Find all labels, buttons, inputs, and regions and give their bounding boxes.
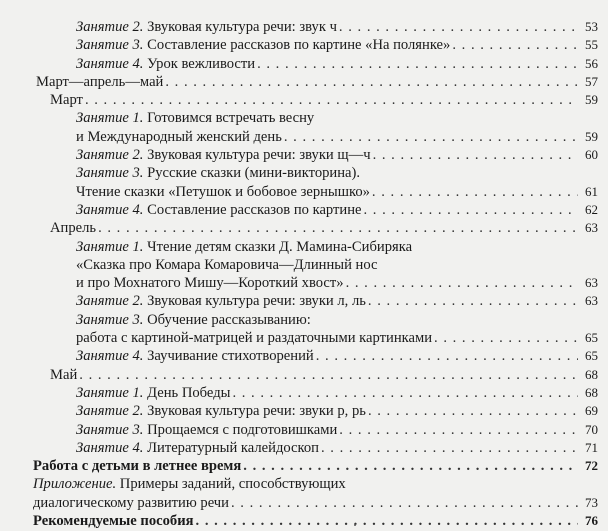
toc-page-number: 60 bbox=[585, 147, 598, 163]
toc-entry bbox=[0, 238, 608, 256]
toc-entry-title bbox=[76, 18, 337, 36]
toc-entry-title bbox=[50, 91, 83, 109]
toc-entry-label: Занятие 4. bbox=[76, 348, 144, 365]
toc-page-number: 69 bbox=[585, 403, 598, 419]
toc-entry-text: Урок вежливости bbox=[143, 55, 256, 72]
toc-page-number: 70 bbox=[585, 421, 598, 437]
toc-entry-label: Приложение. bbox=[33, 476, 117, 493]
dot-leader bbox=[79, 366, 578, 384]
toc-entry-label: Занятие 2. bbox=[76, 293, 144, 310]
toc-entry-title bbox=[76, 146, 371, 164]
toc-entry-title bbox=[36, 73, 163, 91]
toc-entry-title bbox=[76, 384, 230, 402]
toc-entry-label: Занятие 3. bbox=[76, 421, 144, 438]
toc-entry-title bbox=[76, 421, 337, 439]
dot-leader bbox=[368, 292, 578, 310]
toc-entry-text: Обучение рассказыванию: bbox=[143, 311, 311, 328]
toc-entry-title bbox=[33, 512, 194, 530]
toc-entry-title bbox=[76, 329, 432, 347]
dot-leader bbox=[346, 274, 578, 292]
toc-entry-label: Занятие 4. bbox=[76, 201, 144, 218]
toc-entry-title bbox=[76, 55, 255, 73]
toc-entry-text: и про Мохнатого Мишу—Короткий хвост» bbox=[76, 275, 344, 292]
toc-page-number: 59 bbox=[585, 128, 598, 144]
toc-entry-title bbox=[76, 439, 319, 457]
toc-entry bbox=[0, 91, 608, 109]
dot-leader bbox=[339, 18, 578, 36]
toc-entry-title bbox=[76, 128, 282, 146]
toc-entry-text: Заучивание стихотворений bbox=[143, 348, 314, 365]
toc-entry-title bbox=[33, 494, 229, 512]
toc-entry-text: Составление рассказов по картине «На полянке» bbox=[143, 37, 451, 54]
toc-entry-text: Чтение детям сказки Д. Мамина-Сибиряка bbox=[143, 238, 413, 255]
toc-entry-text: Работа с детьми в летнее время bbox=[33, 458, 242, 475]
toc-entry-title bbox=[33, 475, 346, 493]
toc-entry bbox=[0, 55, 608, 73]
dot-leader bbox=[434, 329, 578, 347]
toc-entry-title bbox=[76, 36, 450, 54]
toc-entry bbox=[0, 128, 608, 146]
toc-entry-title bbox=[76, 201, 362, 219]
dot-leader bbox=[165, 73, 578, 91]
toc-entry-text: Готовимся встречать весну bbox=[143, 110, 315, 127]
toc-entry-text: Звуковая культура речи: звуки р, рь bbox=[143, 403, 366, 420]
dot-leader bbox=[284, 128, 578, 146]
toc-entry-text: Чтение сказки «Петушок и бобовое зернышко» bbox=[76, 183, 370, 200]
dot-leader bbox=[339, 421, 578, 439]
toc-entry-label: Занятие 1. bbox=[76, 238, 144, 255]
toc-entry-text: Звуковая культура речи: звук ч bbox=[143, 19, 337, 35]
toc-entry bbox=[0, 402, 608, 420]
toc-entry-label: Занятие 4. bbox=[76, 55, 144, 72]
dot-leader bbox=[243, 457, 578, 475]
dot-leader bbox=[85, 91, 578, 109]
dot-leader bbox=[373, 146, 578, 164]
dot-leader bbox=[98, 219, 578, 237]
toc-entry-title bbox=[76, 183, 370, 201]
dot-leader bbox=[372, 183, 578, 201]
toc-entry-title bbox=[50, 219, 96, 237]
toc-entry-title bbox=[76, 164, 360, 182]
dot-leader bbox=[452, 36, 578, 54]
toc-entry-text: и Международный женский день bbox=[76, 128, 282, 145]
toc-entry bbox=[0, 219, 608, 237]
toc-entry-text: Литературный калейдоскоп bbox=[143, 439, 319, 456]
toc-page-number: 53 bbox=[585, 19, 598, 34]
toc-entry bbox=[0, 347, 608, 365]
toc-page-number: 61 bbox=[585, 183, 598, 199]
toc-entry-label: Занятие 1. bbox=[76, 110, 144, 127]
toc-entry-text: День Победы bbox=[143, 384, 231, 401]
toc-page-number: 63 bbox=[585, 220, 598, 236]
toc-entry bbox=[0, 457, 608, 475]
toc-entry bbox=[0, 384, 608, 402]
toc-page-number: 68 bbox=[585, 384, 598, 400]
toc-entry bbox=[0, 256, 608, 274]
toc-page-number: 56 bbox=[585, 55, 598, 71]
toc-page-number: 63 bbox=[585, 293, 598, 309]
toc-entry-text: Составление рассказов по картине bbox=[143, 201, 362, 218]
table-of-contents bbox=[0, 18, 608, 530]
toc-entry bbox=[0, 183, 608, 201]
toc-entry-title bbox=[76, 274, 344, 292]
toc-entry bbox=[0, 494, 608, 512]
toc-entry-title bbox=[76, 292, 366, 310]
dot-leader bbox=[257, 55, 578, 73]
toc-entry bbox=[0, 73, 608, 91]
toc-entry-text: Примеры заданий, способствующих bbox=[116, 476, 346, 493]
dot-leader bbox=[364, 201, 579, 219]
toc-entry-title bbox=[76, 256, 377, 274]
toc-entry-text: Прощаемся с подготовишками bbox=[143, 421, 338, 438]
dot-leader bbox=[368, 402, 578, 420]
toc-page-number: 65 bbox=[585, 330, 598, 346]
toc-entry-text: Рекомендуемые пособия bbox=[33, 513, 194, 530]
toc-page-number: 62 bbox=[585, 201, 598, 217]
toc-entry bbox=[0, 201, 608, 219]
toc-entry bbox=[0, 439, 608, 457]
toc-entry-title bbox=[76, 238, 412, 256]
toc-entry-label: Занятие 3. bbox=[76, 165, 144, 182]
toc-entry-text: Март bbox=[50, 92, 83, 109]
toc-entry-label: Занятие 2. bbox=[76, 147, 144, 164]
toc-entry-text: диалогическому развитию речи bbox=[33, 494, 229, 511]
toc-entry-title bbox=[76, 311, 311, 329]
toc-entry-label: Занятие 2. bbox=[76, 403, 144, 420]
toc-entry bbox=[0, 512, 608, 530]
toc-entry-label: Занятие 4. bbox=[76, 439, 144, 456]
toc-entry-text: «Сказка про Комара Комаровича—Длинный нос bbox=[76, 256, 378, 273]
toc-entry bbox=[0, 329, 608, 347]
toc-page-number: 72 bbox=[585, 458, 598, 474]
toc-page-number: 59 bbox=[585, 92, 598, 108]
toc-page-number: 73 bbox=[585, 494, 598, 510]
toc-entry-title bbox=[76, 347, 314, 365]
toc-entry-title bbox=[33, 457, 241, 475]
toc-page-number: 63 bbox=[585, 275, 598, 291]
toc-entry-text: Звуковая культура речи: звуки щ—ч bbox=[143, 147, 371, 164]
toc-entry-text: Май bbox=[50, 366, 78, 383]
dot-leader bbox=[232, 384, 578, 402]
toc-entry bbox=[0, 109, 608, 127]
toc-entry-label: Занятие 3. bbox=[76, 311, 144, 328]
toc-entry-text: Март—апрель—май bbox=[36, 73, 164, 90]
toc-page-number: 55 bbox=[585, 37, 598, 53]
toc-entry-title bbox=[76, 402, 366, 420]
toc-entry bbox=[0, 164, 608, 182]
toc-page-number: 76 bbox=[585, 513, 598, 529]
dot-leader bbox=[231, 494, 578, 512]
toc-entry-label: Занятие 3. bbox=[76, 37, 144, 54]
toc-entry bbox=[0, 311, 608, 329]
toc-page-number: 65 bbox=[585, 348, 598, 364]
toc-entry bbox=[0, 18, 608, 36]
toc-entry bbox=[0, 475, 608, 493]
toc-entry bbox=[0, 292, 608, 310]
dot-leader bbox=[316, 347, 578, 365]
toc-page-number: 71 bbox=[585, 439, 598, 455]
toc-page-number: 68 bbox=[585, 366, 598, 382]
toc-entry bbox=[0, 146, 608, 164]
toc-entry-label: Занятие 2. bbox=[76, 19, 144, 35]
toc-entry-text: Звуковая культура речи: звуки л, ль bbox=[143, 293, 366, 310]
toc-entry-label: Занятие 1. bbox=[76, 384, 144, 401]
dot-leader bbox=[321, 439, 578, 457]
toc-entry bbox=[0, 36, 608, 54]
toc-entry bbox=[0, 274, 608, 292]
print-speck bbox=[354, 524, 356, 526]
toc-entry bbox=[0, 421, 608, 439]
toc-entry-text: Русские сказки (мини-викторина). bbox=[143, 165, 361, 182]
toc-entry-text: работа с картиной-матрицей и раздаточными картинками bbox=[76, 330, 433, 347]
toc-entry-text: Апрель bbox=[50, 220, 97, 237]
toc-entry bbox=[0, 366, 608, 384]
toc-page-number: 57 bbox=[585, 73, 598, 89]
dot-leader bbox=[196, 512, 578, 530]
toc-entry-title bbox=[76, 109, 314, 127]
toc-entry-title bbox=[50, 366, 77, 384]
